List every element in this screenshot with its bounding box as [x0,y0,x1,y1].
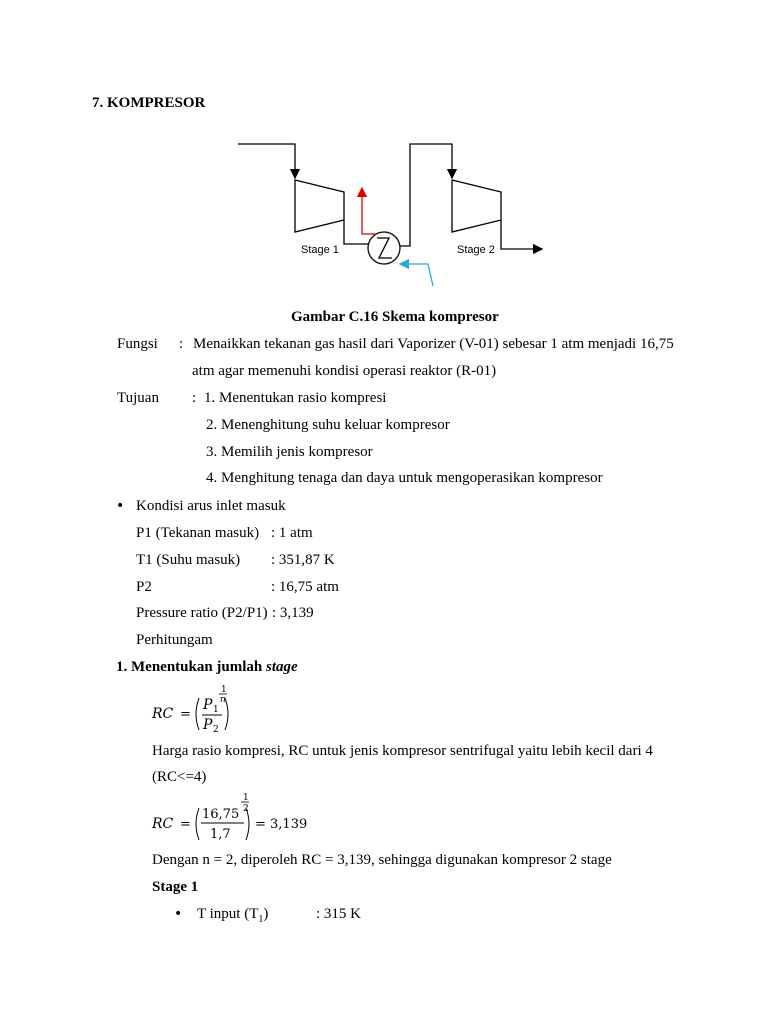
formula2-eq: = [180,817,191,832]
inlet-heading: Kondisi arus inlet masuk [136,498,286,514]
inlet-line [238,144,295,178]
formula2-result: = 3,139 [255,817,308,832]
formula2-num: 16,75 [202,807,240,822]
rc-paragraph-line1: Harga rasio kompresi, RC untuk jenis kompresor sentrifugal yaitu lebih kecil dari 4 [152,743,653,759]
inlet-row-label: P1 (Tekanan masuk) [136,525,260,541]
stage1-outlet-line [344,220,368,244]
inlet-row-value: : 3,139 [272,605,314,621]
stage1-item-sub: 1 [258,914,264,925]
tujuan-item-4: 4. Menghitung tenaga dan daya untuk mengoperasikan kompresor [206,470,603,486]
step1-heading-text: 1. Menentukan jumlah [116,659,267,675]
inlet-row-label: Pressure ratio (P2/P1) [136,605,268,621]
formula2-exp-den: 2 [243,804,249,814]
formula1-num: P [203,697,213,713]
inlet-row-value: : 351,87 K [271,552,335,568]
inlet-row-value: : 1 atm [271,525,313,541]
fungsi-line1: Menaikkan tekanan gas hasil dari Vaporizer (V-01) sebesar 1 atm menjadi 16,75 [193,336,674,352]
formula1-num-sub: 1 [213,705,219,715]
calc-note: Perhitungam [136,632,213,648]
tujuan-item-2: 2. Menenghitung suhu keluar kompresor [206,417,450,433]
formula1-den: P [203,717,213,733]
stage1-heading: Stage 1 [152,879,199,895]
formula2-lhs: RC [152,816,174,832]
tujuan-item-3: 3. Memilih jenis kompresor [206,444,373,460]
fungsi-label: Fungsi [117,336,158,352]
stage1-item-value: : 315 K [316,906,361,922]
tujuan-label: Tujuan [117,390,159,406]
stage1-item-text: T input (T [197,906,259,922]
formula1-eq: = [180,707,191,722]
tujuan-sep: : [192,390,197,406]
fungsi-sep: : [179,336,184,352]
inlet-row-value: : 16,75 atm [271,579,339,595]
stage2-label: Stage 2 [457,244,495,256]
formula1-lhs: RC [152,706,174,722]
stage2-compressor [452,180,501,232]
hot-outlet-arrow [362,188,376,234]
formula2-den: 1,7 [210,827,231,842]
outlet-line [501,220,542,249]
stage1-item-label [197,905,268,929]
step1-heading [116,658,298,676]
bullet-icon: • [174,906,183,922]
fungsi-line2: atm agar memenuhi kondisi operasi reaktor (R-01) [192,363,497,379]
rc-conclusion: Dengan n = 2, diperoleh RC = 3,139, sehingga digunakan kompresor 2 stage [152,852,612,868]
formula-rc-value [150,792,320,844]
stage1-compressor [295,180,344,232]
cold-inlet-arrow [400,264,433,286]
interstage-line [400,144,452,246]
stage1-item-close: ) [263,906,269,922]
formula2-exp-num: 1 [243,793,249,803]
tujuan-item-1: 1. Menentukan rasio kompresi [204,390,387,406]
formula1-exp-num: 1 [221,685,227,695]
inlet-row-label: T1 (Suhu masuk) [136,552,241,568]
step1-heading-italic: stage [266,659,298,675]
figure-caption: Gambar C.16 Skema kompresor [291,309,499,325]
stage1-label: Stage 1 [301,244,339,256]
bullet-icon: • [116,498,125,514]
compressor-schematic [230,128,560,288]
rc-paragraph-line2: (RC<=4) [152,769,207,785]
section-title: 7. KOMPRESOR [92,95,206,111]
formula-rc-general [150,682,260,738]
formula1-exp-den: n [220,695,226,705]
formula1-den-sub: 2 [213,725,219,735]
inlet-row-label: P2 [136,579,152,595]
